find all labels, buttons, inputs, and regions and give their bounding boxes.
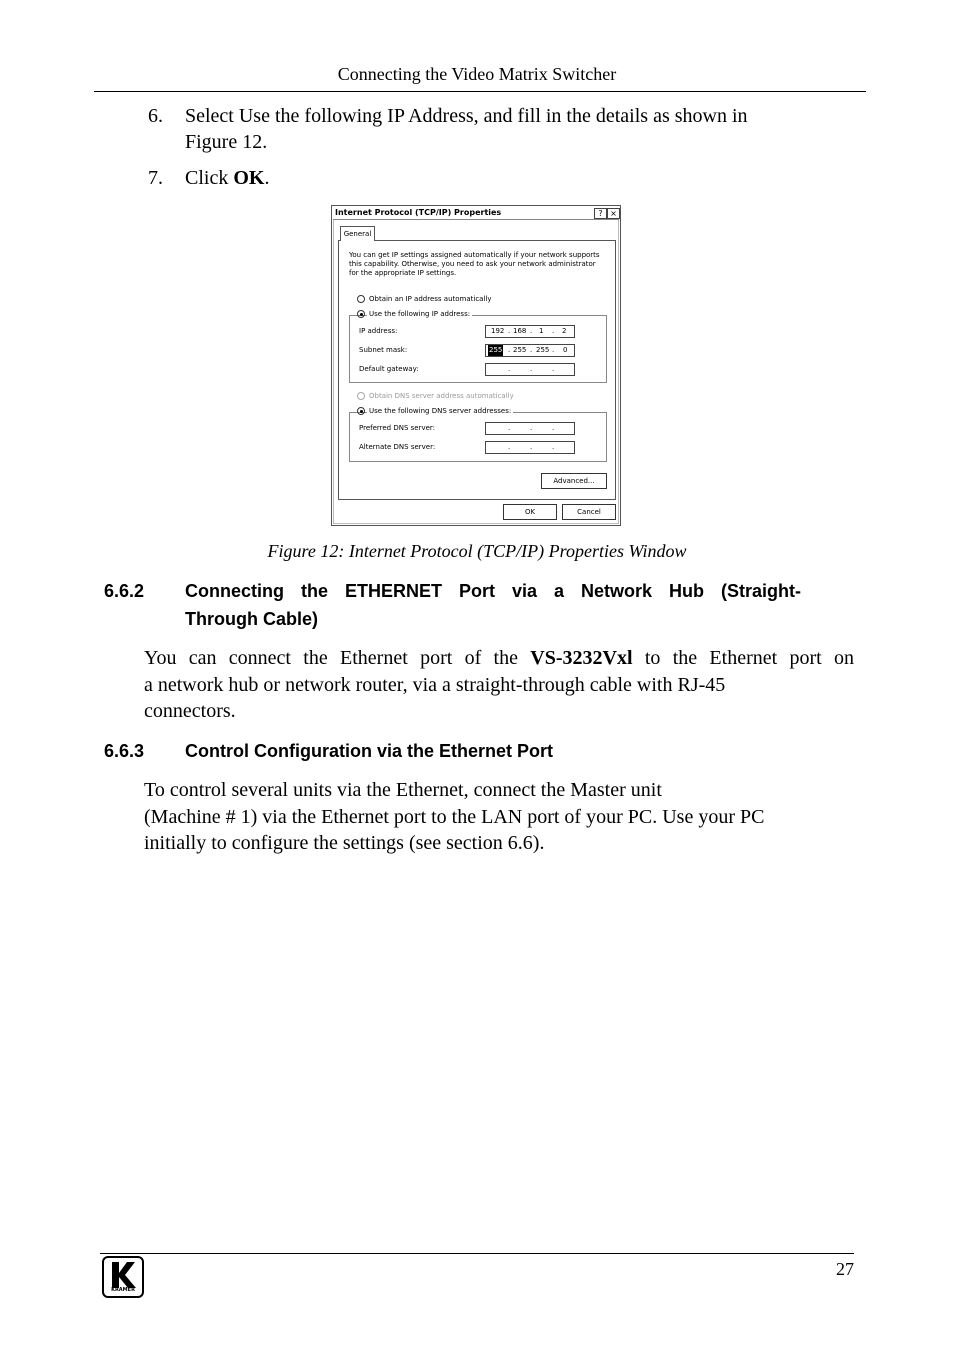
paragraph-line: connectors. (144, 700, 236, 722)
general-panel (338, 240, 616, 500)
preferred-dns-field[interactable]: . . . (485, 422, 575, 435)
subnet-octet: 255 (536, 346, 550, 354)
section-heading: Control Configuration via the Ethernet Port (185, 741, 553, 761)
advanced-button[interactable]: Advanced... (541, 473, 607, 489)
text: You can connect the Ethernet port of the (144, 647, 531, 669)
header-rule (94, 91, 866, 92)
alternate-dns-field[interactable]: . . . (485, 441, 575, 454)
kramer-logo (102, 1256, 144, 1298)
subnet-mask-field[interactable]: 255 . 255 . 255 . 0 (485, 344, 575, 357)
alternate-dns-label: Alternate DNS server: (359, 443, 436, 451)
tab-general[interactable]: General (340, 226, 375, 241)
step-text (185, 103, 825, 155)
ip-octet: 2 (562, 327, 567, 335)
section-heading-line: Through Cable) (185, 609, 318, 629)
obtain-ip-radio[interactable] (357, 295, 365, 303)
ip-octet: 192 (491, 327, 505, 335)
use-dns-radio[interactable] (357, 407, 365, 415)
step-number: 7. (148, 167, 163, 189)
ok-emphasis: OK (233, 167, 265, 189)
dialog-title: Internet Protocol (TCP/IP) Properties (335, 208, 502, 217)
ok-button[interactable]: OK (503, 504, 557, 520)
step-text-line: Select Use the following IP Address, and fill in the details as shown in (185, 105, 748, 127)
ip-address-label: IP address: (359, 327, 398, 335)
section-heading (185, 577, 801, 633)
use-ip-radio[interactable] (357, 310, 365, 318)
model-name: VS-3232Vxl (530, 647, 633, 669)
footer-rule (100, 1253, 854, 1254)
dialog-description: You can get IP settings assigned automatically if your network supports this capability. Otherwise, you need to ask your network administrator for the appropriate IP settings. (349, 251, 600, 277)
obtain-ip-label: Obtain an IP address automatically (369, 295, 492, 303)
paragraph-line (144, 645, 854, 672)
step-text-line: Figure 12. (185, 131, 268, 153)
paragraph-line: To control several units via the Ethernet, connect the Master unit (144, 779, 662, 801)
subnet-octet-selected: 255 (489, 346, 503, 354)
paragraph-line: a network hub or network router, via a straight-through cable with RJ-45 (144, 673, 726, 696)
ip-octet: 168 (513, 327, 527, 335)
paragraph-line: initially to configure the settings (see section 6.6). (144, 832, 545, 854)
ip-octet: 1 (539, 327, 544, 335)
default-gateway-label: Default gateway: (359, 365, 419, 373)
figure-caption: Figure 12: Internet Protocol (TCP/IP) Properties Window (267, 541, 687, 561)
text: to the Ethernet port on (632, 647, 854, 669)
paragraph-line: (Machine # 1) via the Ethernet port to the LAN port of your PC. Use your PC (144, 805, 765, 828)
use-ip-label: Use the following IP address: (369, 310, 471, 318)
preferred-dns-label: Preferred DNS server: (359, 424, 436, 432)
dialog-titlebar (333, 207, 619, 220)
default-gateway-field[interactable]: . . . (485, 363, 575, 376)
cancel-button[interactable]: Cancel (562, 504, 616, 520)
section-number: 6.6.2 (104, 581, 145, 601)
ip-address-field[interactable]: 192 . 168 . 1 . 2 (485, 325, 575, 338)
page-number: 27 (836, 1259, 854, 1279)
subnet-octet: 0 (563, 346, 568, 354)
dns-group (349, 412, 607, 462)
section-heading-line: Connecting the ETHERNET Port via a Network Hub (Straight- (185, 581, 801, 601)
close-button[interactable]: × (607, 208, 620, 219)
tcpip-properties-dialog (331, 205, 621, 526)
step-text-post: . (264, 167, 270, 189)
use-dns-label: Use the following DNS server addresses: (369, 407, 512, 415)
paragraph-control-config (144, 777, 854, 857)
step-text (185, 165, 825, 191)
logo-text: KRAMER (111, 1287, 135, 1293)
help-button[interactable]: ? (594, 208, 607, 219)
obtain-dns-label: Obtain DNS server address automatically (369, 392, 514, 400)
obtain-dns-radio[interactable] (357, 392, 365, 400)
running-header: Connecting the Video Matrix Switcher (337, 64, 617, 84)
paragraph-ethernet-hub (144, 645, 854, 725)
subnet-mask-label: Subnet mask: (359, 346, 408, 354)
step-number: 6. (148, 105, 163, 127)
subnet-octet: 255 (513, 346, 527, 354)
section-number: 6.6.3 (104, 741, 145, 761)
step-text-pre: Click (185, 167, 234, 189)
